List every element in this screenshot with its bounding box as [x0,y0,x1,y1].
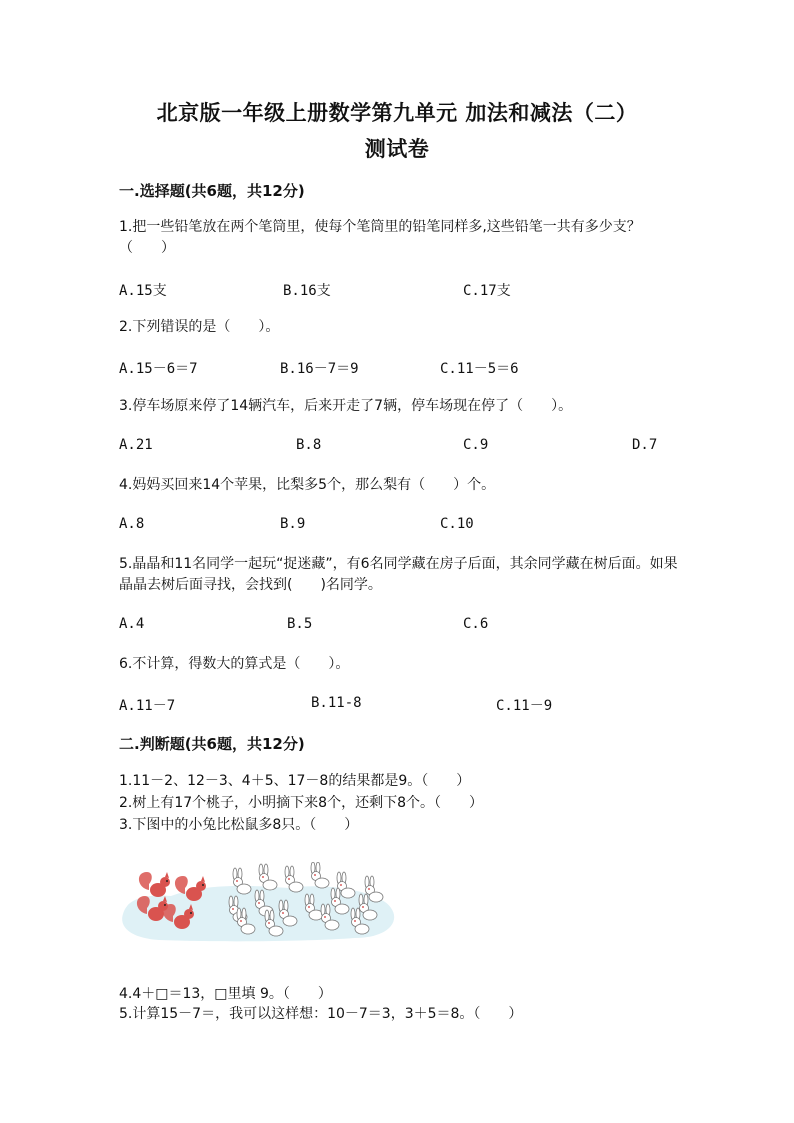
option-2b[interactable]: B.16－7＝9 [280,361,359,377]
question-6: 6.不计算，得数大的算式是（ ）。 [119,656,350,672]
page-subtitle: 测试卷 [364,136,430,161]
option-6c[interactable]: C.11－9 [496,698,553,714]
page-title: 北京版一年级上册数学第九单元 加法和减法（二） [156,100,638,125]
rabbit-icon [259,864,277,890]
squirrel-icon [139,872,170,897]
judge-item-1: 1.11－2、12－3、4＋5、17－8的结果都是9。（ ） [119,773,471,789]
option-5a[interactable]: A.4 [119,616,145,632]
option-3a[interactable]: A.21 [119,437,153,453]
question-1: 1.把一些铅笔放在两个笔筒里，使每个笔筒里的铅笔同样多,这些铅笔一共有多少支？（ ） [119,219,641,256]
judge-item-3: 3.下图中的小兔比松鼠多8只。（ ） [119,817,359,833]
question-3: 3.停车场原来停了14辆汽车，后来开走了7辆，停车场现在停了（ ）。 [119,398,573,414]
option-4c[interactable]: C.10 [440,516,474,532]
question-5: 5.晶晶和11名同学一起玩“捉迷藏”，有6名同学藏在房子后面，其余同学藏在树后面。如果晶晶去树后面寻找，会找到( )名同学。 [119,556,678,593]
option-2a[interactable]: A.15－6＝7 [119,361,198,377]
squirrels-rabbits-illustration [119,862,399,942]
option-1a[interactable]: A.15支 [119,283,167,299]
section-heading-judge: 二.判断题(共6题，共12分) [119,735,305,753]
judge-item-2: 2.树上有17个桃子，小明摘下来8个，还剩下8个。（ ） [119,795,483,811]
option-4b[interactable]: B.9 [280,516,306,532]
option-2c[interactable]: C.11－5＝6 [440,361,519,377]
option-3c[interactable]: C.9 [463,437,489,453]
question-2: 2.下列错误的是（ ）。 [119,319,280,335]
option-1c[interactable]: C.17支 [463,283,511,299]
section-heading-choice: 一.选择题(共6题，共12分) [119,182,305,200]
option-6a[interactable]: A.11－7 [119,698,176,714]
option-3b[interactable]: B.8 [296,437,322,453]
option-1b[interactable]: B.16支 [283,283,331,299]
option-5c[interactable]: C.6 [463,616,489,632]
question-4: 4.妈妈买回来14个苹果，比梨多5个，那么梨有（ ）个。 [119,477,496,493]
judge-item-4: 4.4＋□＝13，□里填 9。（ ） [119,986,332,1002]
option-5b[interactable]: B.5 [287,616,313,632]
option-4a[interactable]: A.8 [119,516,145,532]
judge-item-5: 5.计算15－7＝，我可以这样想：10－7＝3，3＋5＝8。（ ） [119,1006,523,1022]
option-3d[interactable]: D.7 [632,437,658,453]
option-6b[interactable]: B.11-8 [311,695,362,711]
rabbit-icon [311,862,329,888]
